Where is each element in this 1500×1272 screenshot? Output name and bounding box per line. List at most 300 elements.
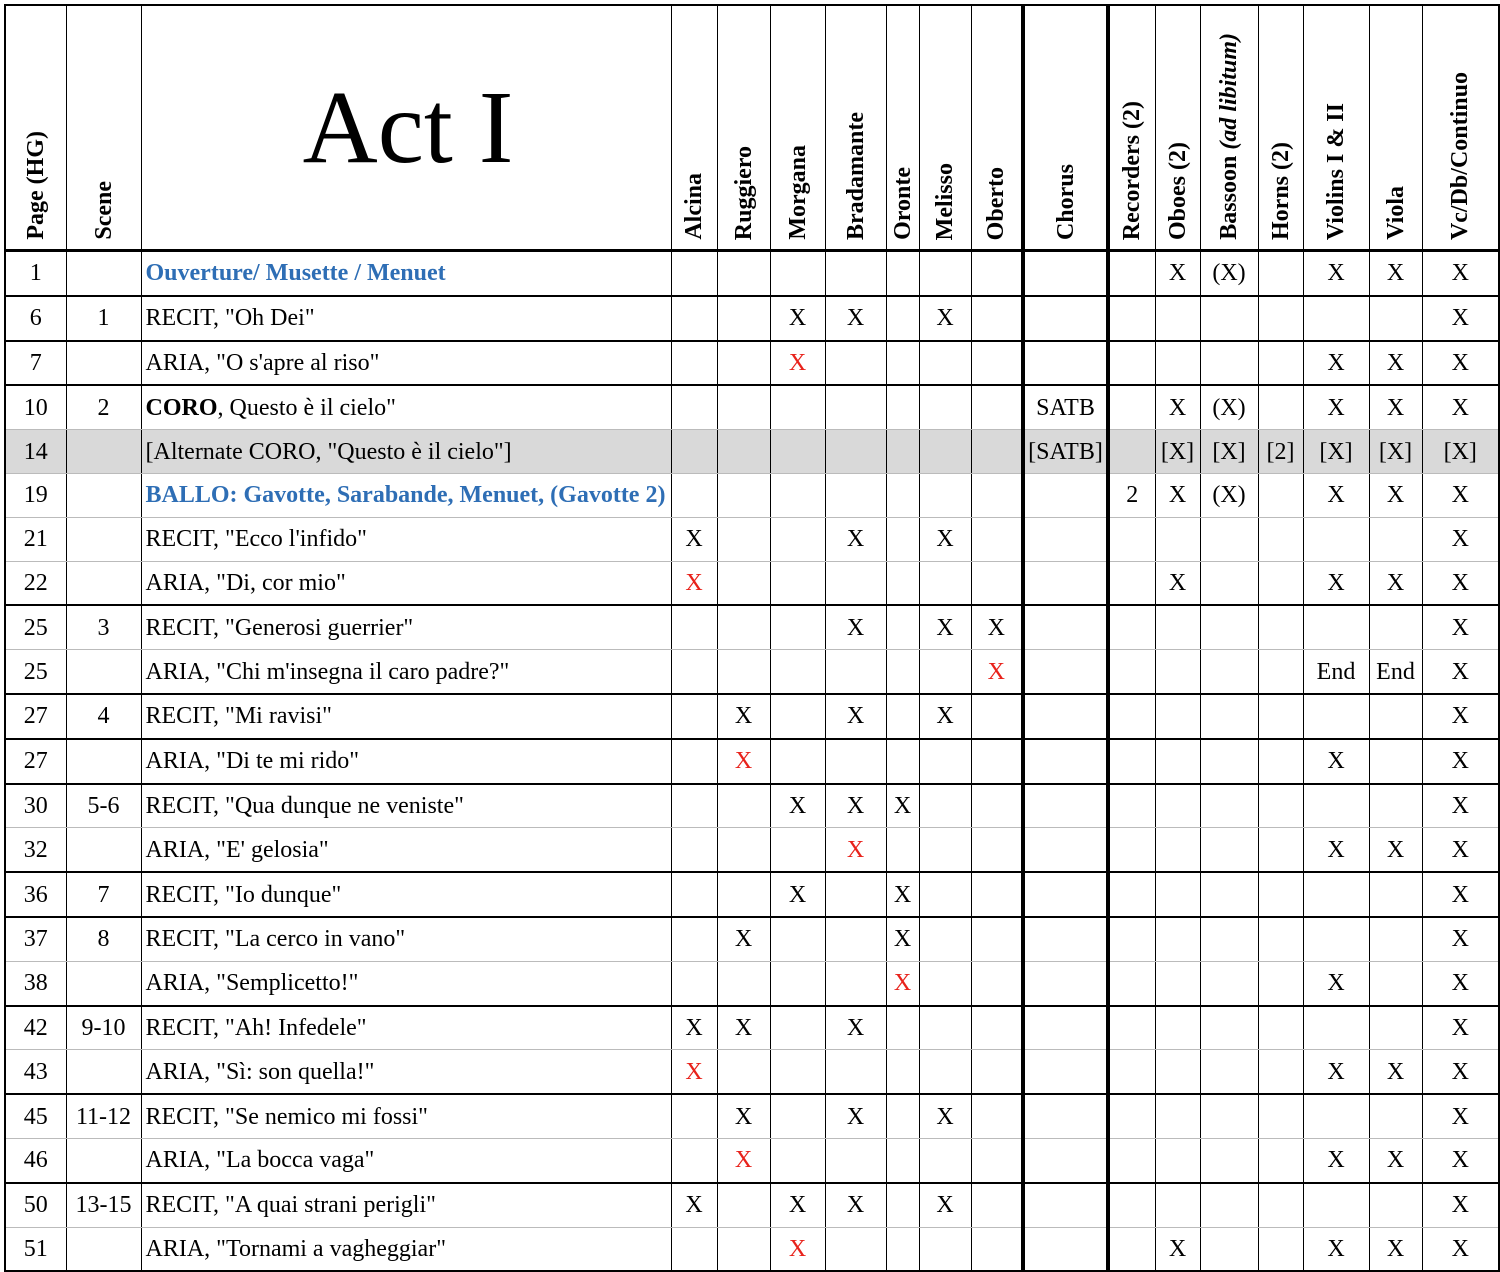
instrument-cell: [1108, 341, 1155, 386]
role-cell: X: [717, 917, 770, 961]
instrument-cell: X: [1369, 561, 1422, 605]
page-cell: 30: [5, 784, 66, 828]
role-cell: [971, 1138, 1023, 1182]
chorus-cell: [SATB]: [1023, 430, 1108, 474]
instrument-cell: [1200, 917, 1258, 961]
table-row: [5, 341, 1499, 386]
instrument-cell: X: [1422, 961, 1499, 1005]
role-cell: X: [770, 296, 825, 341]
instrument-cell: [1303, 605, 1369, 649]
instrument-cell: [1108, 694, 1155, 739]
role-cell: [825, 650, 886, 694]
instrument-cell: [1369, 1006, 1422, 1050]
role-cell: [825, 872, 886, 917]
role-cell: [919, 1138, 971, 1182]
description-text: , Questo è il cielo": [217, 394, 396, 421]
instrument-cell: X: [1155, 251, 1200, 296]
instrument-cell: [1369, 739, 1422, 784]
instrument-cell: [1258, 561, 1303, 605]
page-cell: 51: [5, 1227, 66, 1271]
role-cell: [671, 1227, 717, 1271]
instrument-cell: X: [1422, 385, 1499, 429]
role-cell: [886, 561, 919, 605]
role-cell: [971, 1050, 1023, 1094]
instrument-cell: X: [1422, 1138, 1499, 1182]
role-cell: [886, 1183, 919, 1227]
description-cell: ARIA, "Di te mi rido": [141, 739, 671, 784]
role-cell: X: [671, 517, 717, 561]
role-cell: [886, 694, 919, 739]
table-row: [5, 1227, 1499, 1271]
page-cell: 38: [5, 961, 66, 1005]
instrument-cell: X: [1369, 473, 1422, 517]
header-scene: Scene: [66, 5, 141, 251]
role-cell: [971, 473, 1023, 517]
role-cell: [717, 961, 770, 1005]
instrument-cell: X: [1422, 872, 1499, 917]
page-cell: 21: [5, 517, 66, 561]
instrument-cell: [1108, 251, 1155, 296]
instrument-cell: (X): [1200, 385, 1258, 429]
instrument-cell: X: [1155, 561, 1200, 605]
role-cell: [770, 385, 825, 429]
instrument-cell: [1303, 784, 1369, 828]
role-cell: [825, 917, 886, 961]
page-cell: 43: [5, 1050, 66, 1094]
page-title: Act I: [141, 5, 671, 251]
page-cell: 32: [5, 828, 66, 872]
page-cell: 46: [5, 1138, 66, 1182]
role-cell: [971, 296, 1023, 341]
instrument-cell: [1258, 1094, 1303, 1138]
role-cell: [717, 1050, 770, 1094]
role-cell: X: [825, 828, 886, 872]
role-cell: [770, 694, 825, 739]
page-cell: 14: [5, 430, 66, 474]
header-role: Melisso: [919, 5, 971, 251]
role-cell: [971, 1094, 1023, 1138]
instrument-cell: [1200, 739, 1258, 784]
role-cell: X: [717, 1138, 770, 1182]
instrument-cell: [1369, 917, 1422, 961]
instrument-cell: [1258, 917, 1303, 961]
page-cell: 7: [5, 341, 66, 386]
role-cell: [886, 1227, 919, 1271]
instrument-cell: X: [1155, 385, 1200, 429]
scene-cell: [66, 341, 141, 386]
instrument-cell: [1258, 296, 1303, 341]
instrument-cell: [1303, 517, 1369, 561]
page-cell: 25: [5, 650, 66, 694]
page-cell: 37: [5, 917, 66, 961]
instrument-cell: [1303, 694, 1369, 739]
role-cell: [919, 828, 971, 872]
role-cell: X: [886, 961, 919, 1005]
role-cell: [971, 694, 1023, 739]
role-cell: [919, 473, 971, 517]
instrument-cell: [1200, 1094, 1258, 1138]
role-cell: [825, 385, 886, 429]
instrument-cell: X: [1369, 1138, 1422, 1182]
role-cell: [971, 872, 1023, 917]
table-row: [5, 1006, 1499, 1050]
act-one-table: [4, 4, 1500, 1272]
instrument-cell: [1155, 961, 1200, 1005]
chorus-cell: [1023, 296, 1108, 341]
role-cell: X: [886, 784, 919, 828]
instrument-cell: X: [1369, 1227, 1422, 1271]
instrument-cell: [1258, 251, 1303, 296]
scene-cell: 4: [66, 694, 141, 739]
header-instrument: Oboes (2): [1155, 5, 1200, 251]
instrument-cell: [1108, 561, 1155, 605]
chorus-cell: [1023, 251, 1108, 296]
role-cell: [770, 1094, 825, 1138]
role-cell: [886, 650, 919, 694]
instrument-cell: [1258, 473, 1303, 517]
instrument-cell: End: [1303, 650, 1369, 694]
instrument-cell: [1108, 961, 1155, 1005]
scene-cell: 9-10: [66, 1006, 141, 1050]
instrument-cell: [1108, 1094, 1155, 1138]
instrument-cell: [1155, 872, 1200, 917]
role-cell: [717, 561, 770, 605]
instrument-cell: X: [1369, 341, 1422, 386]
instrument-cell: [1369, 605, 1422, 649]
instrument-cell: [1155, 739, 1200, 784]
role-cell: [825, 251, 886, 296]
role-cell: [971, 961, 1023, 1005]
scene-cell: 2: [66, 385, 141, 429]
table-row: [5, 1183, 1499, 1227]
instrument-cell: [X]: [1155, 430, 1200, 474]
scene-cell: [66, 961, 141, 1005]
instrument-cell: [1369, 872, 1422, 917]
instrument-cell: [1108, 739, 1155, 784]
role-cell: [825, 473, 886, 517]
instrument-cell: [1258, 1050, 1303, 1094]
description-cell: [Alternate CORO, "Questo è il cielo"]: [141, 430, 671, 474]
instrument-cell: [1200, 561, 1258, 605]
chorus-cell: [1023, 1050, 1108, 1094]
role-cell: [971, 1183, 1023, 1227]
role-cell: [825, 1138, 886, 1182]
role-cell: X: [825, 784, 886, 828]
instrument-cell: [1369, 694, 1422, 739]
scene-cell: 13-15: [66, 1183, 141, 1227]
scene-cell: [66, 430, 141, 474]
chorus-cell: [1023, 473, 1108, 517]
role-cell: [886, 1006, 919, 1050]
table-row: [5, 961, 1499, 1005]
role-cell: X: [919, 296, 971, 341]
instrument-cell: [X]: [1303, 430, 1369, 474]
role-cell: X: [770, 1183, 825, 1227]
role-cell: [825, 341, 886, 386]
role-cell: [671, 473, 717, 517]
role-cell: [717, 385, 770, 429]
instrument-cell: X: [1422, 739, 1499, 784]
role-cell: [919, 739, 971, 784]
page-cell: 10: [5, 385, 66, 429]
instrument-cell: 2: [1108, 473, 1155, 517]
chorus-cell: [1023, 739, 1108, 784]
instrument-cell: [1108, 828, 1155, 872]
role-cell: [671, 1138, 717, 1182]
instrument-cell: [1258, 517, 1303, 561]
instrument-cell: [1155, 917, 1200, 961]
role-cell: [886, 473, 919, 517]
instrument-cell: [1258, 961, 1303, 1005]
instrument-cell: X: [1369, 385, 1422, 429]
role-cell: [919, 1050, 971, 1094]
instrument-cell: [1200, 828, 1258, 872]
chorus-cell: [1023, 917, 1108, 961]
instrument-cell: [1200, 784, 1258, 828]
role-cell: [919, 961, 971, 1005]
header-instrument: Horns (2): [1258, 5, 1303, 251]
table-row: [5, 473, 1499, 517]
page-cell: 27: [5, 739, 66, 784]
instrument-cell: [1155, 694, 1200, 739]
instrument-cell: [1303, 1006, 1369, 1050]
table-row: [5, 694, 1499, 739]
role-cell: [971, 430, 1023, 474]
role-cell: [825, 961, 886, 1005]
role-cell: [971, 561, 1023, 605]
role-cell: [971, 1227, 1023, 1271]
instrument-cell: X: [1369, 1050, 1422, 1094]
instrument-cell: X: [1303, 828, 1369, 872]
role-cell: X: [671, 1050, 717, 1094]
chorus-cell: [1023, 872, 1108, 917]
instrument-cell: [1155, 517, 1200, 561]
scene-cell: [66, 1050, 141, 1094]
role-cell: [717, 605, 770, 649]
instrument-cell: X: [1155, 473, 1200, 517]
bassoon-note: (ad libitum): [1216, 33, 1242, 150]
role-cell: [919, 650, 971, 694]
scene-cell: [66, 517, 141, 561]
instrument-cell: [1258, 828, 1303, 872]
instrument-cell: X: [1422, 1050, 1499, 1094]
instrument-cell: [1258, 694, 1303, 739]
table-row: [5, 1094, 1499, 1138]
header-role: Oberto: [971, 5, 1023, 251]
role-cell: X: [717, 1094, 770, 1138]
instrument-cell: [1258, 341, 1303, 386]
role-cell: X: [770, 784, 825, 828]
table-row: [5, 251, 1499, 296]
role-cell: X: [919, 605, 971, 649]
scene-cell: [66, 739, 141, 784]
instrument-cell: [1108, 296, 1155, 341]
table-row: [5, 650, 1499, 694]
scene-cell: [66, 561, 141, 605]
chorus-cell: [1023, 1138, 1108, 1182]
role-cell: [717, 341, 770, 386]
role-cell: [919, 561, 971, 605]
description-cell: ARIA, "Chi m'insegna il caro padre?": [141, 650, 671, 694]
header-role: Ruggiero: [717, 5, 770, 251]
instrument-cell: [1258, 650, 1303, 694]
role-cell: [770, 430, 825, 474]
instrument-cell: X: [1369, 251, 1422, 296]
role-cell: [770, 1050, 825, 1094]
role-cell: [825, 561, 886, 605]
role-cell: [671, 828, 717, 872]
instrument-cell: [1369, 784, 1422, 828]
role-cell: [770, 251, 825, 296]
scene-cell: [66, 1227, 141, 1271]
role-cell: X: [770, 1227, 825, 1271]
chorus-cell: [1023, 828, 1108, 872]
chorus-cell: SATB: [1023, 385, 1108, 429]
instrument-cell: [1108, 917, 1155, 961]
role-cell: [671, 917, 717, 961]
instrument-cell: [1258, 605, 1303, 649]
role-cell: [717, 473, 770, 517]
description-cell: Ouverture/ Musette / Menuet: [141, 251, 671, 296]
role-cell: [770, 739, 825, 784]
role-cell: X: [825, 517, 886, 561]
scene-cell: 8: [66, 917, 141, 961]
instrument-cell: [1108, 1050, 1155, 1094]
page-cell: 50: [5, 1183, 66, 1227]
instrument-cell: [1303, 1183, 1369, 1227]
scene-cell: [66, 251, 141, 296]
instrument-cell: X: [1303, 1050, 1369, 1094]
role-cell: [971, 341, 1023, 386]
instrument-cell: [1258, 739, 1303, 784]
instrument-cell: X: [1155, 1227, 1200, 1271]
chorus-cell: [1023, 1183, 1108, 1227]
role-cell: [886, 341, 919, 386]
header-instrument: Violins I & II: [1303, 5, 1369, 251]
instrument-cell: [1155, 1183, 1200, 1227]
chorus-cell: [1023, 561, 1108, 605]
role-cell: [671, 385, 717, 429]
instrument-cell: [X]: [1422, 430, 1499, 474]
role-cell: X: [825, 605, 886, 649]
role-cell: [770, 1006, 825, 1050]
role-cell: [717, 251, 770, 296]
role-cell: X: [971, 605, 1023, 649]
role-cell: X: [770, 872, 825, 917]
instrument-cell: [1200, 650, 1258, 694]
role-cell: X: [919, 694, 971, 739]
description-cell: RECIT, "Qua dunque ne veniste": [141, 784, 671, 828]
instrument-cell: X: [1422, 917, 1499, 961]
role-cell: [971, 917, 1023, 961]
role-cell: X: [825, 296, 886, 341]
role-cell: X: [886, 917, 919, 961]
instrument-cell: [1200, 1138, 1258, 1182]
instrument-cell: [1200, 605, 1258, 649]
role-cell: [671, 694, 717, 739]
role-cell: X: [770, 341, 825, 386]
description-cell: RECIT, "Se nemico mi fossi": [141, 1094, 671, 1138]
chorus-cell: [1023, 1227, 1108, 1271]
instrument-cell: X: [1422, 605, 1499, 649]
page-cell: 19: [5, 473, 66, 517]
table-row: [5, 1138, 1499, 1182]
role-cell: X: [919, 1183, 971, 1227]
role-cell: [671, 650, 717, 694]
instrument-cell: X: [1422, 473, 1499, 517]
instrument-cell: [1258, 872, 1303, 917]
scene-cell: [66, 828, 141, 872]
header-instrument: Bassoon (ad libitum): [1200, 5, 1258, 251]
role-cell: [671, 341, 717, 386]
instrument-cell: X: [1303, 961, 1369, 1005]
role-cell: [971, 385, 1023, 429]
instrument-cell: [1369, 1183, 1422, 1227]
instrument-cell: [1108, 1138, 1155, 1182]
instrument-cell: [1155, 1050, 1200, 1094]
header-role: Morgana: [770, 5, 825, 251]
instrument-cell: [1155, 605, 1200, 649]
role-cell: X: [886, 872, 919, 917]
instrument-cell: [1155, 1094, 1200, 1138]
instrument-cell: X: [1303, 341, 1369, 386]
role-cell: X: [825, 1006, 886, 1050]
description-cell: ARIA, "E' gelosia": [141, 828, 671, 872]
role-cell: [919, 251, 971, 296]
role-cell: [919, 430, 971, 474]
role-cell: [671, 251, 717, 296]
role-cell: [886, 430, 919, 474]
instrument-cell: [1108, 605, 1155, 649]
description-cell: ARIA, "La bocca vaga": [141, 1138, 671, 1182]
description-cell: RECIT, "Mi ravisi": [141, 694, 671, 739]
role-cell: [770, 650, 825, 694]
role-cell: [886, 251, 919, 296]
instrument-cell: X: [1422, 517, 1499, 561]
role-cell: [671, 872, 717, 917]
table-row: [5, 517, 1499, 561]
role-cell: [770, 961, 825, 1005]
role-cell: [886, 1138, 919, 1182]
role-cell: [919, 341, 971, 386]
instrument-cell: X: [1422, 296, 1499, 341]
table-row: [5, 784, 1499, 828]
page-cell: 45: [5, 1094, 66, 1138]
role-cell: [717, 872, 770, 917]
instrument-cell: X: [1422, 1094, 1499, 1138]
scene-cell: 5-6: [66, 784, 141, 828]
instrument-cell: [1108, 1183, 1155, 1227]
instrument-cell: [1108, 650, 1155, 694]
instrument-cell: [1200, 296, 1258, 341]
instrument-cell: [1369, 961, 1422, 1005]
instrument-cell: X: [1422, 341, 1499, 386]
instrument-cell: [1303, 296, 1369, 341]
scene-cell: 7: [66, 872, 141, 917]
role-cell: [770, 917, 825, 961]
scene-cell: 11-12: [66, 1094, 141, 1138]
table-row: [5, 828, 1499, 872]
description-cell: ARIA, "Tornami a vagheggiar": [141, 1227, 671, 1271]
role-cell: [717, 1227, 770, 1271]
description-cell: BALLO: Gavotte, Sarabande, Menuet, (Gavotte 2): [141, 473, 671, 517]
description-cell: ARIA, "O s'apre al riso": [141, 341, 671, 386]
instrument-cell: X: [1303, 473, 1369, 517]
role-cell: [919, 784, 971, 828]
header-role: Oronte: [886, 5, 919, 251]
page-cell: 36: [5, 872, 66, 917]
role-cell: X: [919, 517, 971, 561]
